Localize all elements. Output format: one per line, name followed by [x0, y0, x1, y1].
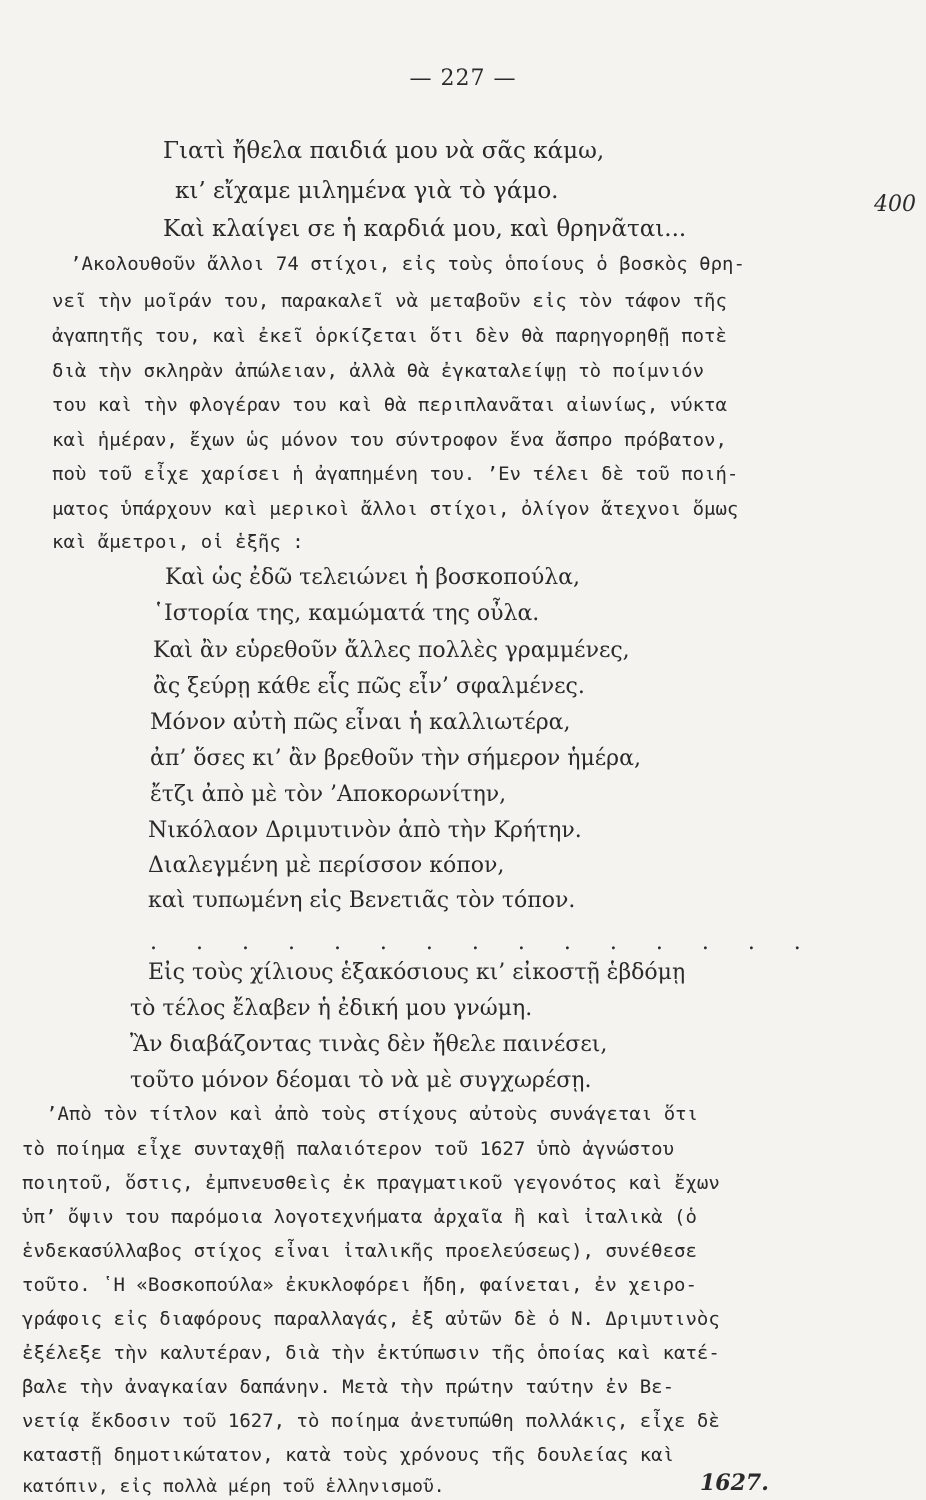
verse-line: Γιατὶ ἤθελα παιδιά μου νὰ σᾶς κάμω, [163, 138, 605, 164]
signature-mark: 1627. [700, 1470, 769, 1496]
verse-line: Καὶ κλαίγει σε ἡ καρδιά μου, καὶ θρηνᾶται... [163, 216, 687, 242]
prose-line: τὸ ποίημα εἶχε συνταχθῇ παλαιότερον τοῦ 1627 ὑπὸ ἀγνώστου [22, 1138, 675, 1160]
prose-line: κατόπιν, εἰς πολλὰ μέρη τοῦ ἑλληνισμοῦ. [22, 1476, 445, 1497]
prose-line: ποὺ τοῦ εἶχε χαρίσει ἡ ἀγαπημένη του. ’Εν τέλει δὲ τοῦ ποιή- [52, 463, 739, 485]
prose-line: ἐξέλεξε τὴν καλυτέραν, διὰ τὴν ἐκτύπωσιν τῆς ὁποίας καὶ κατέ- [22, 1342, 720, 1364]
prose-line: ὑπ’ ὄψιν του παρόμοια λογοτεχνήματα ἀρχαῖα ἢ καὶ ἰταλικὰ (ὁ [22, 1206, 697, 1228]
prose-line: ’Απὸ τὸν τίτλον καὶ ἀπὸ τοὺς στίχους αὐτοὺς συνάγεται ὅτι [46, 1103, 699, 1125]
prose-line: νετίᾳ ἔκδοσιν τοῦ 1627, τὸ ποίημα ἀνετυπώθη πολλάκις, εἶχε δὲ [22, 1410, 720, 1432]
prose-line: καὶ ἄμετροι, οἱ ἑξῆς : [52, 531, 304, 553]
prose-line: διὰ τὴν σκληρὰν ἀπώλειαν, ἀλλὰ θὰ ἐγκαταλείψῃ τὸ ποίμνιόν [52, 360, 705, 382]
verse-line: ἂς ξεύρῃ κάθε εἷς πῶς εἶν’ σφαλμένες. [153, 674, 585, 699]
verse-line: Μόνον αὐτὴ πῶς εἶναι ἡ καλλιωτέρα, [150, 710, 571, 735]
verse-line: Νικόλαον Δριμυτινὸν ἀπὸ τὴν Κρήτην. [148, 818, 582, 843]
verse-line: ἔτζι ἀπὸ μὲ τὸν ’Αποκορωνίτην, [150, 782, 507, 807]
prose-line: γράφοις εἰς διαφόρους παραλλαγάς, ἐξ αὐτῶν δὲ ὁ Ν. Δριμυτινὸς [22, 1308, 720, 1330]
verse-line: τὸ τέλος ἔλαβεν ἡ ἐδική μου γνώμη. [130, 996, 533, 1021]
prose-line: βαλε τὴν ἀναγκαίαν δαπάνην. Μετὰ τὴν πρώτην ταύτην ἐν Βε- [22, 1376, 675, 1398]
verse-line: Διαλεγμένη μὲ περίσσον κόπον, [148, 853, 505, 878]
verse-line: Καὶ ἂν εὑρεθοῦν ἄλλες πολλὲς γραμμένες, [153, 638, 630, 663]
prose-line: ἑνδεκασύλλαβος στίχος εἶναι ἰταλικῆς προελεύσεως), συνέθεσε [22, 1240, 697, 1262]
ellipsis-dots: . . . . . . . . . . . . . . . [150, 930, 817, 955]
verse-line: Εἰς τοὺς χίλιους ἑξακόσιους κι’ εἰκοστῇ ἑβδόμῃ [148, 960, 686, 985]
prose-line: του καὶ τὴν φλογέραν του καὶ θὰ περιπλανᾶται αἰωνίως, νύκτα [52, 394, 727, 416]
prose-line: καὶ ἡμέραν, ἔχων ὡς μόνον του σύντροφον ἕνα ἄσπρο πρόβατον, [52, 429, 727, 451]
prose-line: ποιητοῦ, ὅστις, ἐμπνευσθεὶς ἐκ πραγματικοῦ γεγονότος καὶ ἔχων [22, 1172, 720, 1194]
prose-line: ματος ὑπάρχουν καὶ μερικοὶ ἄλλοι στίχοι, ὀλίγον ἄτεχνοι ὅμως [52, 498, 739, 520]
page-number: — 227 — [409, 66, 517, 91]
prose-line: τοῦτο. ῾Η «Βοσκοπούλα» ἐκυκλοφόρει ἤδη, φαίνεται, ἐν χειρο- [22, 1274, 697, 1296]
verse-line: Ἂν διαβάζοντας τινὰς δὲν ἤθελε παινέσει, [130, 1032, 608, 1057]
line-number-400: 400 [874, 192, 916, 217]
prose-line: νεῖ τὴν μοῖράν του, παρακαλεῖ νὰ μεταβοῦν εἰς τὸν τάφον τῆς [52, 290, 727, 312]
prose-line: καταστῇ δημοτικώτατον, κατὰ τοὺς χρόνους τῆς δουλείας καὶ [22, 1444, 675, 1466]
verse-line: κι’ εἴχαμε μιλημένα γιὰ τὸ γάμο. [175, 178, 559, 204]
verse-line: τοῦτο μόνον δέομαι τὸ νὰ μὲ συγχωρέσῃ. [130, 1068, 592, 1093]
verse-line: καὶ τυπωμένη εἰς Βενετιᾶς τὸν τόπον. [148, 888, 576, 913]
verse-line: Καὶ ὡς ἐδῶ τελειώνει ἡ βοσκοπούλα, [165, 565, 581, 590]
verse-line: ἀπ’ ὅσες κι’ ἂν βρεθοῦν τὴν σήμερον ἡμέρα, [150, 746, 641, 771]
verse-line: ῾Ιστορία της, καμώματά της οὖλα. [153, 601, 540, 626]
prose-line: ’Ακολουθοῦν ἄλλοι 74 στίχοι, εἰς τοὺς ὁποίους ὁ βοσκὸς θρη- [70, 253, 745, 275]
prose-line: ἀγαπητῆς του, καὶ ἐκεῖ ὁρκίζεται ὅτι δὲν θὰ παρηγορηθῇ ποτὲ [52, 325, 727, 347]
